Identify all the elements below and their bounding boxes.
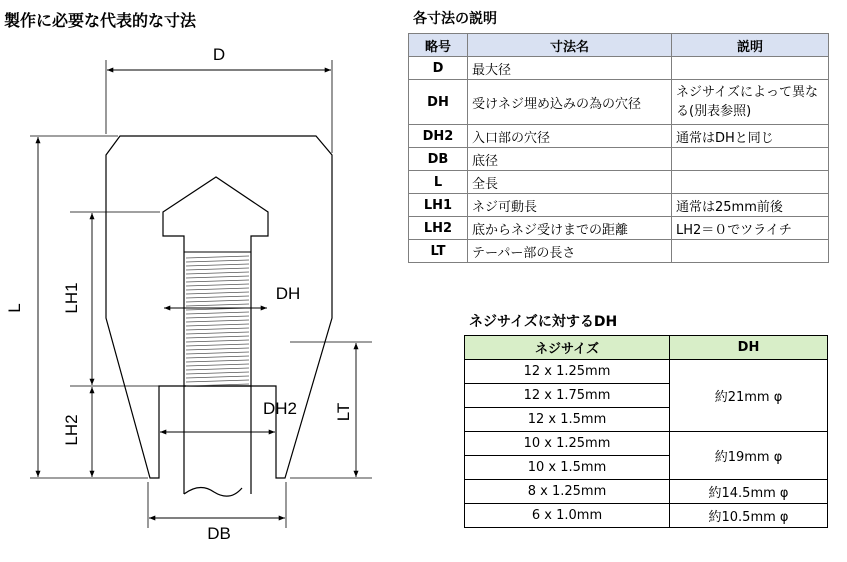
label-lh1: LH1 (62, 282, 81, 314)
header-dh: DH (670, 336, 828, 360)
dh-table-title: ネジサイズに対するDH (469, 314, 618, 330)
dimension-diagram (0, 0, 400, 562)
table-row: DH 受けネジ埋め込みの為の穴径 ネジサイズによって異なる(別表参照) (409, 80, 829, 125)
table-row: 10 x 1.25mm 約19mm φ (465, 432, 828, 456)
dh-value: 約21mm φ (670, 360, 828, 432)
table-row: DB 底径 (409, 148, 829, 171)
table-row: 12 x 1.25mm 約21mm φ (465, 360, 828, 384)
table-row: LH2 底からネジ受けまでの距離 LH2＝０でツライチ (409, 217, 829, 240)
break-line (184, 487, 242, 496)
dh-value: 約14.5mm φ (670, 480, 828, 504)
thread-lines (186, 256, 249, 386)
table-row: 12 x 1.75mm (465, 384, 828, 408)
page-title: 製作に必要な代表的な寸法 (4, 11, 197, 30)
dimension-table (408, 33, 829, 263)
label-dh2: DH2 (262, 399, 298, 418)
header-name: 寸法名 (468, 34, 672, 57)
table-row: DH2 入口部の穴径 通常はDHと同じ (409, 125, 829, 148)
dim-table-title: 各寸法の説明 (413, 11, 497, 27)
label-lt: LT (334, 402, 353, 422)
header-abbr: 略号 (409, 34, 468, 57)
label-dh: DH (275, 284, 301, 303)
dh-value: 約10.5mm φ (670, 504, 828, 528)
inner-cavity-outline (163, 177, 268, 386)
bolt-shaft (184, 386, 251, 494)
label-db: DB (207, 524, 231, 543)
dh-value: 約19mm φ (670, 432, 828, 480)
dh-table (464, 335, 828, 528)
header-size: ネジサイズ (465, 336, 670, 360)
table-row: 10 x 1.5mm (465, 456, 828, 480)
table-row: 12 x 1.5mm (465, 408, 828, 432)
table-row: LT テーパー部の長さ (409, 240, 829, 263)
label-d: D (212, 45, 226, 64)
label-l: L (5, 303, 24, 313)
table-row: 8 x 1.25mm 約14.5mm φ (465, 480, 828, 504)
table-row: 6 x 1.0mm 約10.5mm φ (465, 504, 828, 528)
table-row: L 全長 (409, 171, 829, 194)
header-desc: 説明 (672, 34, 829, 57)
table-row: LH1 ネジ可動長 通常は25mm前後 (409, 194, 829, 217)
table-row: D 最大径 (409, 57, 829, 80)
outer-body-outline (106, 136, 332, 478)
label-lh2: LH2 (62, 414, 81, 446)
